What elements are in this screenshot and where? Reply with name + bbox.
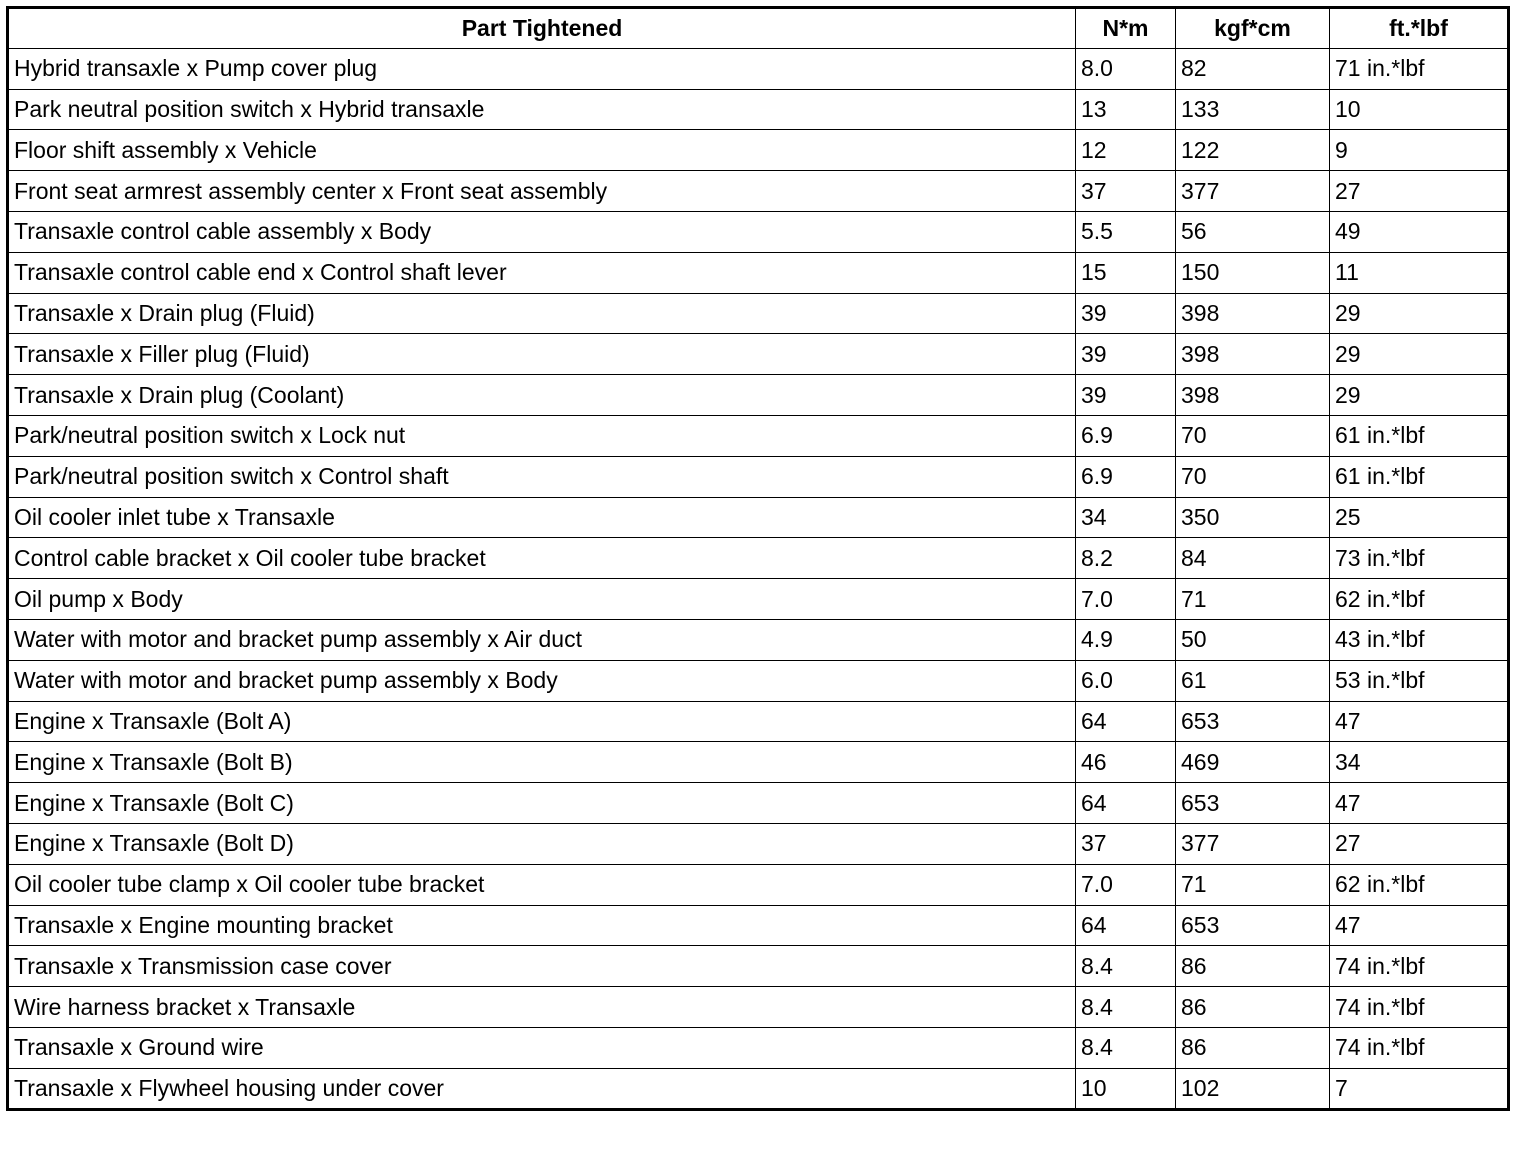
cell-ft-lbf: 62 in.*lbf	[1330, 579, 1509, 620]
table-row	[8, 89, 1509, 130]
cell-part: Engine x Transaxle (Bolt A)	[8, 701, 1076, 742]
cell-ft-lbf: 49	[1330, 211, 1509, 252]
cell-kgf-cm: 150	[1176, 252, 1330, 293]
cell-nm: 8.0	[1076, 48, 1176, 89]
cell-kgf-cm: 50	[1176, 619, 1330, 660]
table-row	[8, 905, 1509, 946]
table-row	[8, 660, 1509, 701]
table-row	[8, 171, 1509, 212]
cell-part: Transaxle x Ground wire	[8, 1027, 1076, 1068]
cell-kgf-cm: 133	[1176, 89, 1330, 130]
cell-nm: 39	[1076, 375, 1176, 416]
cell-part: Park/neutral position switch x Lock nut	[8, 415, 1076, 456]
cell-part: Engine x Transaxle (Bolt C)	[8, 783, 1076, 824]
cell-part: Wire harness bracket x Transaxle	[8, 987, 1076, 1028]
cell-nm: 39	[1076, 334, 1176, 375]
table-row	[8, 946, 1509, 987]
header-ft-lbf: ft.*lbf	[1330, 8, 1509, 49]
cell-kgf-cm: 70	[1176, 415, 1330, 456]
cell-ft-lbf: 10	[1330, 89, 1509, 130]
cell-kgf-cm: 56	[1176, 211, 1330, 252]
cell-nm: 4.9	[1076, 619, 1176, 660]
cell-kgf-cm: 398	[1176, 334, 1330, 375]
torque-spec-table	[6, 6, 1510, 1111]
cell-nm: 37	[1076, 823, 1176, 864]
cell-nm: 6.0	[1076, 660, 1176, 701]
cell-nm: 8.2	[1076, 538, 1176, 579]
cell-ft-lbf: 29	[1330, 293, 1509, 334]
table-row	[8, 987, 1509, 1028]
cell-kgf-cm: 86	[1176, 987, 1330, 1028]
cell-kgf-cm: 122	[1176, 130, 1330, 171]
cell-part: Engine x Transaxle (Bolt B)	[8, 742, 1076, 783]
cell-kgf-cm: 653	[1176, 701, 1330, 742]
cell-kgf-cm: 653	[1176, 905, 1330, 946]
cell-ft-lbf: 53 in.*lbf	[1330, 660, 1509, 701]
table-row	[8, 456, 1509, 497]
header-kgf-cm: kgf*cm	[1176, 8, 1330, 49]
cell-ft-lbf: 73 in.*lbf	[1330, 538, 1509, 579]
cell-kgf-cm: 71	[1176, 579, 1330, 620]
cell-ft-lbf: 7	[1330, 1068, 1509, 1109]
cell-kgf-cm: 86	[1176, 1027, 1330, 1068]
cell-ft-lbf: 9	[1330, 130, 1509, 171]
cell-ft-lbf: 29	[1330, 375, 1509, 416]
cell-nm: 6.9	[1076, 415, 1176, 456]
cell-nm: 12	[1076, 130, 1176, 171]
table-row	[8, 252, 1509, 293]
table-row	[8, 497, 1509, 538]
cell-nm: 7.0	[1076, 864, 1176, 905]
table-row	[8, 293, 1509, 334]
cell-ft-lbf: 29	[1330, 334, 1509, 375]
cell-part: Transaxle x Flywheel housing under cover	[8, 1068, 1076, 1109]
table-row	[8, 334, 1509, 375]
cell-ft-lbf: 74 in.*lbf	[1330, 987, 1509, 1028]
table-row	[8, 742, 1509, 783]
cell-part: Oil cooler tube clamp x Oil cooler tube bracket	[8, 864, 1076, 905]
table-row	[8, 579, 1509, 620]
cell-part: Transaxle control cable assembly x Body	[8, 211, 1076, 252]
cell-nm: 34	[1076, 497, 1176, 538]
cell-nm: 64	[1076, 905, 1176, 946]
cell-nm: 7.0	[1076, 579, 1176, 620]
cell-ft-lbf: 62 in.*lbf	[1330, 864, 1509, 905]
cell-part: Transaxle x Drain plug (Coolant)	[8, 375, 1076, 416]
cell-kgf-cm: 61	[1176, 660, 1330, 701]
cell-part: Hybrid transaxle x Pump cover plug	[8, 48, 1076, 89]
cell-ft-lbf: 34	[1330, 742, 1509, 783]
cell-nm: 8.4	[1076, 987, 1176, 1028]
table-row	[8, 783, 1509, 824]
cell-part: Oil pump x Body	[8, 579, 1076, 620]
cell-kgf-cm: 653	[1176, 783, 1330, 824]
cell-nm: 39	[1076, 293, 1176, 334]
table-row	[8, 1068, 1509, 1109]
cell-part: Transaxle x Filler plug (Fluid)	[8, 334, 1076, 375]
cell-ft-lbf: 11	[1330, 252, 1509, 293]
cell-part: Transaxle x Transmission case cover	[8, 946, 1076, 987]
cell-kgf-cm: 398	[1176, 375, 1330, 416]
header-part-tightened: Part Tightened	[8, 8, 1076, 49]
header-nm: N*m	[1076, 8, 1176, 49]
cell-part: Control cable bracket x Oil cooler tube bracket	[8, 538, 1076, 579]
table-row	[8, 415, 1509, 456]
cell-kgf-cm: 71	[1176, 864, 1330, 905]
cell-ft-lbf: 27	[1330, 823, 1509, 864]
cell-ft-lbf: 61 in.*lbf	[1330, 456, 1509, 497]
cell-ft-lbf: 71 in.*lbf	[1330, 48, 1509, 89]
table-row	[8, 48, 1509, 89]
cell-nm: 6.9	[1076, 456, 1176, 497]
cell-nm: 37	[1076, 171, 1176, 212]
cell-part: Park neutral position switch x Hybrid transaxle	[8, 89, 1076, 130]
cell-kgf-cm: 70	[1176, 456, 1330, 497]
cell-ft-lbf: 25	[1330, 497, 1509, 538]
cell-nm: 5.5	[1076, 211, 1176, 252]
cell-ft-lbf: 47	[1330, 701, 1509, 742]
cell-nm: 64	[1076, 701, 1176, 742]
cell-ft-lbf: 61 in.*lbf	[1330, 415, 1509, 456]
cell-kgf-cm: 350	[1176, 497, 1330, 538]
cell-kgf-cm: 86	[1176, 946, 1330, 987]
cell-kgf-cm: 398	[1176, 293, 1330, 334]
cell-part: Transaxle control cable end x Control shaft lever	[8, 252, 1076, 293]
cell-part: Front seat armrest assembly center x Front seat assembly	[8, 171, 1076, 212]
cell-part: Oil cooler inlet tube x Transaxle	[8, 497, 1076, 538]
table-header-row	[8, 8, 1509, 49]
cell-kgf-cm: 102	[1176, 1068, 1330, 1109]
table-row	[8, 701, 1509, 742]
cell-ft-lbf: 74 in.*lbf	[1330, 946, 1509, 987]
table-row	[8, 1027, 1509, 1068]
cell-kgf-cm: 469	[1176, 742, 1330, 783]
cell-nm: 8.4	[1076, 946, 1176, 987]
cell-nm: 13	[1076, 89, 1176, 130]
cell-part: Transaxle x Engine mounting bracket	[8, 905, 1076, 946]
cell-ft-lbf: 47	[1330, 783, 1509, 824]
cell-nm: 64	[1076, 783, 1176, 824]
cell-kgf-cm: 377	[1176, 171, 1330, 212]
table-row	[8, 619, 1509, 660]
table-row	[8, 864, 1509, 905]
cell-part: Transaxle x Drain plug (Fluid)	[8, 293, 1076, 334]
table-row	[8, 823, 1509, 864]
cell-ft-lbf: 27	[1330, 171, 1509, 212]
cell-ft-lbf: 43 in.*lbf	[1330, 619, 1509, 660]
table-row	[8, 211, 1509, 252]
cell-kgf-cm: 84	[1176, 538, 1330, 579]
table-row	[8, 130, 1509, 171]
cell-part: Floor shift assembly x Vehicle	[8, 130, 1076, 171]
cell-part: Engine x Transaxle (Bolt D)	[8, 823, 1076, 864]
cell-part: Water with motor and bracket pump assembly x Body	[8, 660, 1076, 701]
cell-kgf-cm: 82	[1176, 48, 1330, 89]
table-row	[8, 538, 1509, 579]
cell-part: Park/neutral position switch x Control shaft	[8, 456, 1076, 497]
cell-nm: 46	[1076, 742, 1176, 783]
cell-nm: 8.4	[1076, 1027, 1176, 1068]
cell-nm: 15	[1076, 252, 1176, 293]
table-row	[8, 375, 1509, 416]
cell-ft-lbf: 47	[1330, 905, 1509, 946]
cell-ft-lbf: 74 in.*lbf	[1330, 1027, 1509, 1068]
cell-kgf-cm: 377	[1176, 823, 1330, 864]
cell-nm: 10	[1076, 1068, 1176, 1109]
cell-part: Water with motor and bracket pump assembly x Air duct	[8, 619, 1076, 660]
